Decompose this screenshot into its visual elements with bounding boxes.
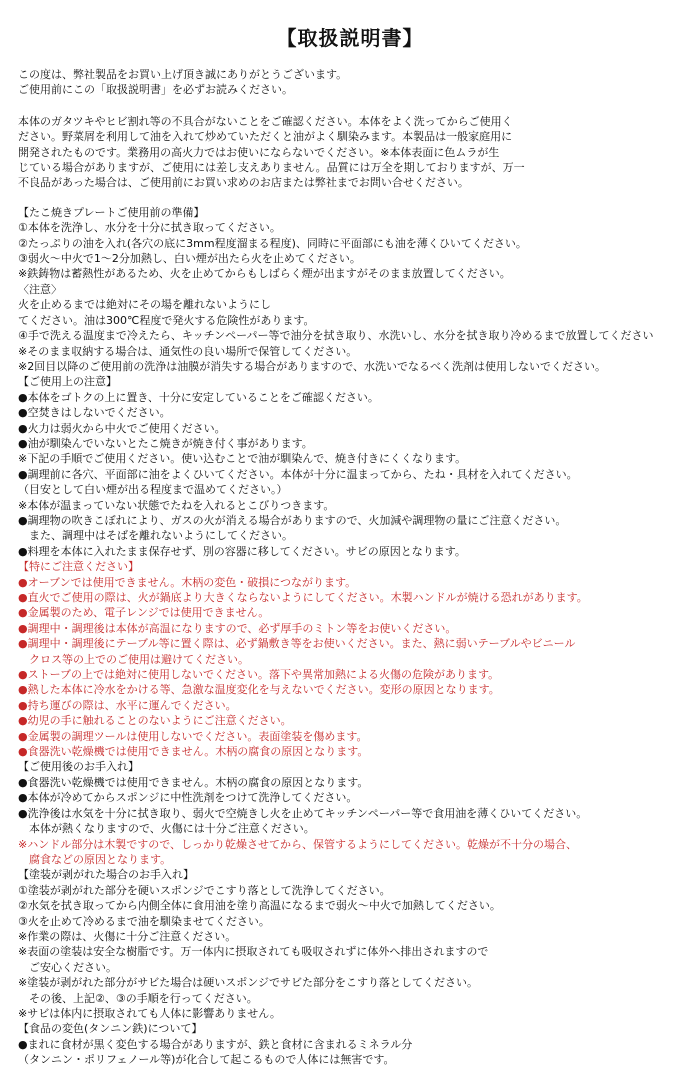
usage-line: ●調理物の吹きこぼれにより、ガスの火が消える場合がありますので、火加減や調理物の量にご注意ください。 bbox=[18, 513, 567, 527]
caution-line: ●持ち運びの際は、水平に運んでください。 bbox=[18, 698, 237, 712]
caution-line: ●オーブンでは使用できません。木柄の変色・破損につながります。 bbox=[18, 575, 357, 589]
care-section bbox=[18, 759, 682, 867]
prep-line: ※2回目以降のご使用前の洗浄は油膜が消失する場合がありますので、水洗いでなるべく洗剤は使用しないでください。 bbox=[18, 359, 606, 373]
usage-line: ※本体が温まっていない状態でたねを入れるとこびりつきます。 bbox=[18, 498, 335, 512]
prep-line: ③弱火～中火で1～2分加熱し、白い煙が出たら火を止めてください。 bbox=[18, 252, 361, 266]
notice-section bbox=[18, 114, 682, 191]
care-warning-line: 腐食などの原因となります。 bbox=[18, 852, 172, 866]
peel-line: ※サビは体内に摂取されても人体に影響ありません。 bbox=[18, 1006, 281, 1020]
caution-line: ●ストーブの上では絶対に使用しないでください。落下や異常加熱による火傷の危険があります。 bbox=[18, 668, 500, 682]
section-heading: 【特にご注意ください】 bbox=[18, 560, 139, 574]
caution-line: ●直火でご使用の際は、火が鍋底より大きくならないようにしてください。木製ハンドルが焼ける恐れがあります。 bbox=[18, 591, 588, 604]
caution-line: クロス等の上でのご使用は避けてください。 bbox=[18, 652, 249, 666]
intro-section bbox=[18, 67, 682, 98]
usage-line: ●空焚きはしないでください。 bbox=[18, 406, 171, 420]
notice-line: ださい。野菜屑を利用して油を入れて炒めていただくと油がよく馴染みます。本製品は一般家庭用に bbox=[18, 130, 513, 144]
intro-line: ご使用前にこの「取扱説明書」を必ずお読みください。 bbox=[18, 83, 293, 97]
usage-line: ※下記の手順でご使用ください。使い込むことで油が馴染んで、焼き付きにくくなります。 bbox=[18, 452, 467, 466]
care-line: ●本体が冷めてからスポンジに中性洗剤をつけて洗浄してください。 bbox=[18, 791, 358, 805]
section-heading: 【ご使用上の注意】 bbox=[18, 375, 117, 389]
notice-line: 不良品があった場合は、ご使用前にお買い求めのお店または弊社までお問い合せください。 bbox=[18, 176, 469, 190]
food-section bbox=[18, 1021, 682, 1067]
notice-line: じている場合がありますが、ご使用には差し支えありません。品質には万全を期しておりますが、万一 bbox=[18, 161, 525, 175]
caution-line: ●食器洗い乾燥機では使用できません。木柄の腐食の原因となります。 bbox=[18, 745, 369, 759]
care-line: ●洗浄後は水気を十分に拭き取り、弱火で空焼きし火を止めてキッチンペーパー等で食用油を薄くひいてください。 bbox=[18, 806, 588, 820]
caution-line: ●調理中・調理後は本体が高温になりますので、必ず厚手のミトン等をお使いください。 bbox=[18, 621, 457, 635]
section-heading: 【たこ焼きプレートご使用前の準備】 bbox=[18, 205, 205, 219]
usage-line: （目安として白い煙が出る程度まで温めてください。） bbox=[18, 483, 288, 497]
notice-line: 開発されたものです。業務用の高火力ではお使いにならないでください。※本体表面に色ムラが生 bbox=[18, 145, 500, 159]
caution-line: ●金属製の調理ツールは使用しないでください。表面塗装を傷めます。 bbox=[18, 729, 368, 743]
usage-line: また、調理中はそばを離れないようにしてください。 bbox=[18, 529, 293, 543]
prep-line: ※鉄鋳物は蓄熱性があるため、火を止めてからもしばらく煙が出ますがそのまま放置してください。 bbox=[18, 267, 511, 281]
manual-page bbox=[18, 0, 682, 1068]
peel-line: ②水気を拭き取ってから内側全体に食用油を塗り高温になるまで弱火～中火で加熱してください。 bbox=[18, 899, 501, 913]
prep-line: ※そのまま収納する場合は、通気性の良い場所で保管してください。 bbox=[18, 344, 358, 358]
intro-line: この度は、弊社製品をお買い上げ頂き誠にありがとうございます。 bbox=[18, 68, 348, 81]
peel-line: ※作業の際は、火傷に十分ご注意ください。 bbox=[18, 929, 237, 943]
prep-line: ②たっぷりの油を入れ(各穴の底に3mm程度溜まる程度)、同時に平面部にも油を薄くひいてください。 bbox=[18, 236, 527, 250]
usage-section bbox=[18, 374, 682, 559]
caution-line: ●熱した本体に冷水をかける等、急激な温度変化を与えないでください。変形の原因となります。 bbox=[18, 683, 500, 697]
prep-line: てください。油は300℃程度で発火する危険性があります。 bbox=[18, 313, 315, 327]
prep-line: ①本体を洗浄し、水分を十分に拭き取ってください。 bbox=[18, 221, 281, 235]
peel-line: ①塗装が剥がれた部分を硬いスポンジでこすり落として洗浄してください。 bbox=[18, 883, 391, 897]
care-warning-line: ※ハンドル部分は木製ですので、しっかり乾燥させてから、保管するようにしてください。乾燥が不十分の場合、 bbox=[18, 837, 577, 851]
prep-section bbox=[18, 205, 682, 374]
usage-line: ●料理を本体に入れたまま保存せず、別の容器に移してください。サビの原因となります。 bbox=[18, 544, 466, 558]
usage-line: ●火力は弱火から中火でご使用ください。 bbox=[18, 421, 226, 435]
prep-line: ④手で洗える温度まで冷えたら、キッチンペーパー等で油分を拭き取り、水洗いし、水分を拭き取り冷めるまで放置してください bbox=[18, 329, 654, 343]
prep-line: 火を止めるまでは絶対にその場を離れないようにし bbox=[18, 298, 271, 312]
peel-line: ※表面の塗装は安全な樹脂です。万一体内に摂取されても吸収されずに体外へ排出されますので bbox=[18, 945, 489, 959]
special-caution-section bbox=[18, 559, 682, 759]
peel-line: ※塗装が剥がれた部分がサビた場合は硬いスポンジでサビた部分をこすり落としてください。 bbox=[18, 976, 478, 990]
peel-line: その後、上記②、③の手順を行ってください。 bbox=[18, 991, 258, 1005]
section-heading: 【塗装が剥がれた場合のお手入れ】 bbox=[18, 868, 194, 882]
notice-line: 本体のガタツキやヒビ割れ等の不具合がないことをご確認ください。本体をよく洗ってからご使用く bbox=[18, 114, 513, 128]
usage-line: ●油が馴染んでいないとたこ焼きが焼き付く事があります。 bbox=[18, 436, 313, 450]
food-line: （タンニン・ポリフェノール等)が化合して起こるもので人体には無害です。 bbox=[18, 1053, 395, 1067]
page-title: 【取扱説明書】 bbox=[276, 26, 424, 50]
care-line: 本体が熱くなりますので、火傷には十分ご注意ください。 bbox=[18, 822, 315, 836]
peel-line: ご安心ください。 bbox=[18, 960, 117, 974]
prep-line: 〈注意〉 bbox=[18, 282, 62, 296]
food-line: ●まれに食材が黒く変色する場合がありますが、鉄と食材に含まれるミネラル分 bbox=[18, 1037, 413, 1051]
caution-line: ●金属製のため、電子レンジでは使用できません。 bbox=[18, 606, 270, 620]
caution-line: ●幼児の手に触れることのないようにご注意ください。 bbox=[18, 714, 292, 728]
caution-line: ●調理中・調理後にテーブル等に置く際は、必ず鍋敷き等をお使いください。また、熱に弱いテーブルやビニール bbox=[18, 637, 576, 651]
section-heading: 【食品の変色(タンニン鉄)について】 bbox=[18, 1022, 203, 1036]
usage-line: ●本体をゴトクの上に置き、十分に安定していることをご確認ください。 bbox=[18, 390, 379, 404]
peel-section bbox=[18, 867, 682, 1021]
section-heading: 【ご使用後のお手入れ】 bbox=[18, 760, 139, 774]
usage-line: ●調理前に各穴、平面部に油をよくひいてください。本体が十分に温まってから、たね・具材を入れてください。 bbox=[18, 467, 578, 481]
care-line: ●食器洗い乾燥機では使用できません。木柄の腐食の原因となります。 bbox=[18, 775, 369, 789]
peel-line: ③火を止めて冷めるまで油を馴染ませてください。 bbox=[18, 914, 270, 928]
